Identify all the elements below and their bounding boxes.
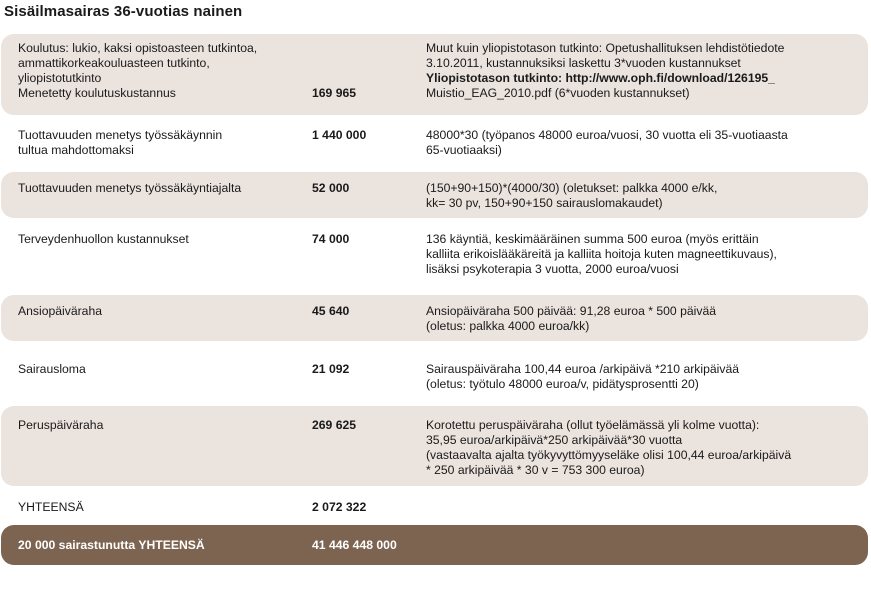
grand-total-label: 20 000 sairastunutta YHTEENSÄ bbox=[18, 538, 205, 552]
row-label: Peruspäiväraha bbox=[18, 418, 104, 432]
row-note: Ansiopäiväraha 500 päivää: 91,28 euroa * 500 päivää (oletus: palkka 4000 euroa/kk) bbox=[426, 304, 717, 333]
cost-table bbox=[0, 26, 870, 592]
table-row-grand-total bbox=[1, 525, 868, 565]
total-value: 2 072 322 bbox=[312, 500, 367, 514]
row-value: 74 000 bbox=[312, 232, 350, 246]
table-row-workday-loss bbox=[1, 172, 868, 218]
row-label: Terveydenhuollon kustannukset bbox=[18, 232, 189, 246]
page-title: Sisäilmasairas 36-vuotias nainen bbox=[4, 3, 243, 20]
row-note: Sairauspäiväraha 100,44 euroa /arkipäivä *210 arkipäivää (oletus: työtulo 48000 euroa/v, pidätysprosentti 20) bbox=[426, 362, 740, 391]
row-note: (150+90+150)*(4000/30) (oletukset: palkka 4000 e/kk, kk= 30 pv, 150+90+150 sairauslomakaudet) bbox=[426, 181, 718, 210]
row-label: Koulutus: lukio, kaksi opistoasteen tutkintoa, ammattikorkeakouluasteen tutkinto, yliopistotutkinto Menetetty koulutuskustannus bbox=[18, 41, 258, 100]
row-value: 52 000 bbox=[312, 181, 350, 195]
table-row-total bbox=[1, 490, 868, 522]
row-value: 169 965 bbox=[312, 86, 357, 100]
table-row-productivity-loss bbox=[1, 118, 868, 168]
total-label: YHTEENSÄ bbox=[18, 500, 84, 514]
table-row-education bbox=[1, 34, 868, 115]
row-note: Muut kuin yliopistotason tutkinto: Opetushallituksen lehdistötiedote 3.10.2011, kustannuksiksi laskettu 3*vuoden kustannukset Yliopistotason tutkinto: http://www.oph.fi/download/126195_ Muistio_EAG_2010.pdf (6*vuoden kustannukset) bbox=[426, 41, 785, 100]
row-note: 136 käyntiä, keskimääräinen summa 500 euroa (myös erittäin kalliita erikoislääkäreitä ja kalliita hoitoja kuten magneettikuvaus), lisäksi psykoterapia 3 vuotta, 2000 euroa/vuosi bbox=[426, 232, 777, 276]
grand-total-value: 41 446 448 000 bbox=[312, 538, 397, 552]
row-value: 1 440 000 bbox=[312, 128, 367, 142]
table-row-basic-allowance bbox=[1, 406, 868, 486]
row-value: 45 640 bbox=[312, 304, 350, 318]
row-note: Korotettu peruspäiväraha (ollut työelämässä yli kolme vuotta): 35,95 euroa/arkipäivä*250 arkipäivää*30 vuotta (vastaavalta ajalta työkyvyttömyyseläke olisi 100,44 euroa/arkipäivä * 250 arkipäivää * 30 v = 753 300 euroa) bbox=[426, 418, 792, 477]
table-row-sick-leave bbox=[1, 350, 868, 400]
row-label: Tuottavuuden menetys työssäkäyntiajalta bbox=[18, 181, 242, 195]
row-label: Sairausloma bbox=[18, 362, 86, 376]
row-value: 21 092 bbox=[312, 362, 350, 376]
row-label: Tuottavuuden menetys työssäkäynnin tultua mahdottomaksi bbox=[18, 128, 223, 157]
row-label: Ansiopäiväraha bbox=[18, 304, 103, 318]
table-row-healthcare bbox=[1, 222, 868, 292]
row-note: 48000*30 (työpanos 48000 euroa/vuosi, 30 vuotta eli 35-vuotiaasta 65-vuotiaaksi) bbox=[426, 128, 788, 157]
row-value: 269 625 bbox=[312, 418, 357, 432]
table-row-earnings-allowance bbox=[1, 295, 868, 341]
